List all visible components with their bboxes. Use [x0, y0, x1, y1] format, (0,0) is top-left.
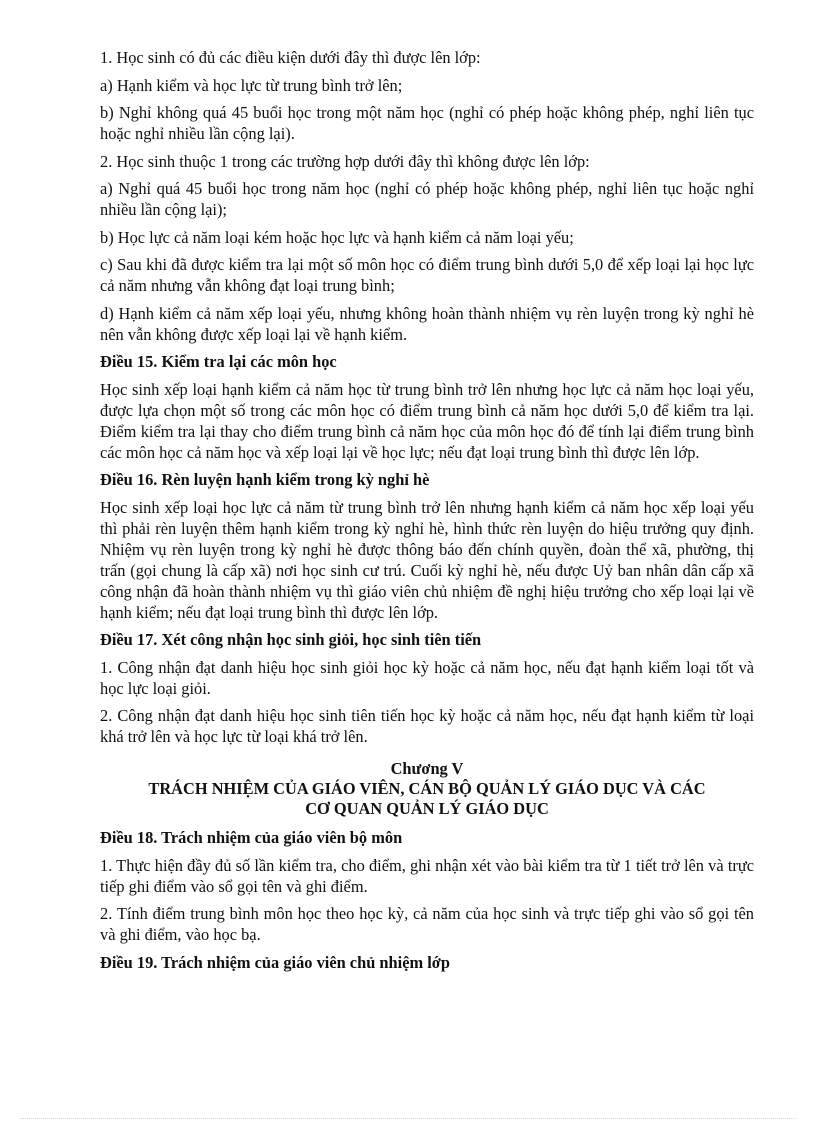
paragraph: 2. Học sinh thuộc 1 trong các trường hợp dưới đây thì không được lên lớp: [100, 151, 590, 171]
paragraph: a) Hạnh kiểm và học lực từ trung bình trở lên; [100, 75, 403, 95]
paragraph: 2. Tính điểm trung bình môn học theo học kỳ, cả năm của học sinh và trực tiếp ghi vào sổ gọi tên và ghi điểm, vào học bạ. [100, 904, 754, 944]
article-heading: Điều 19. Trách nhiệm của giáo viên chủ nhiệm lớp [100, 952, 450, 972]
paragraph: Học sinh xếp loại hạnh kiểm cả năm học từ trung bình trở lên nhưng học lực cả năm học loại yếu, được lựa chọn một số trong các môn học có điểm trung bình cả năm học dưới 5,0 để kiểm tra lại. Điểm kiểm tra lại thay cho điểm trung bình cả năm học của môn học đó để tính lại điểm trung bình các môn học cả năm học và xếp loại lại về học lực; nếu đạt loại trung bình thì được lên lớp. [100, 379, 754, 462]
paragraph: a) Nghỉ quá 45 buổi học trong năm học (nghỉ có phép hoặc không phép, nghỉ liên tục hoặc nghỉ nhiều lần cộng lại); [100, 179, 754, 219]
paragraph: 1. Công nhận đạt danh hiệu học sinh giỏi học kỳ hoặc cả năm học, nếu đạt hạnh kiểm loại tốt và học lực loại giỏi. [100, 657, 754, 698]
page-bottom-rule [20, 1118, 796, 1119]
chapter-number: Chương V [390, 759, 464, 778]
chapter-heading [100, 759, 754, 819]
paragraph: b) Học lực cả năm loại kém hoặc học lực và hạnh kiểm cả năm loại yếu; [100, 227, 574, 247]
article-heading: Điều 16. Rèn luyện hạnh kiểm trong kỳ nghỉ hè [100, 470, 430, 489]
paragraph: 2. Công nhận đạt danh hiệu học sinh tiên tiến học kỳ hoặc cả năm học, nếu đạt hạnh kiểm từ loại khá trở lên và học lực từ loại khá trở lên. [100, 706, 754, 746]
article-heading: Điều 15. Kiểm tra lại các môn học [100, 352, 337, 371]
paragraph: b) Nghỉ không quá 45 buổi học trong một năm học (nghỉ có phép hoặc không phép, nghỉ liên tục hoặc nghỉ nhiều lần cộng lại). [100, 103, 754, 143]
paragraph: Học sinh xếp loại học lực cả năm từ trung bình trở lên nhưng hạnh kiểm cả năm học xếp loại yếu thì phải rèn luyện thêm hạnh kiểm trong kỳ nghỉ hè, hình thức rèn luyện do hiệu trưởng quy định. Nhiệm vụ rèn luyện trong kỳ nghỉ hè được thông báo đến chính quyền, đoàn thể xã, phường, thị trấn (gọi chung là cấp xã) nơi học sinh cư trú. Cuối kỳ nghỉ hè, nếu được Uỷ ban nhân dân cấp xã công nhận đã hoàn thành nhiệm vụ thì giáo viên chủ nhiệm đề nghị hiệu trưởng cho xếp loại lại về hạnh kiểm; nếu đạt loại trung bình thì được lên lớp. [100, 497, 754, 622]
paragraph: c) Sau khi đã được kiểm tra lại một số môn học có điểm trung bình dưới 5,0 để xếp loại lại học lực cả năm nhưng vẫn không đạt loại trung bình; [100, 255, 754, 295]
article-heading: Điều 17. Xét công nhận học sinh giỏi, học sinh tiên tiến [100, 630, 482, 649]
paragraph: 1. Học sinh có đủ các điều kiện dưới đây thì được lên lớp: [100, 48, 481, 67]
chapter-title-line: TRÁCH NHIỆM CỦA GIÁO VIÊN, CÁN BỘ QUẢN LÝ GIÁO DỤC VÀ CÁC [148, 779, 706, 798]
article-heading: Điều 18. Trách nhiệm của giáo viên bộ môn [100, 828, 403, 847]
chapter-title-line: CƠ QUAN QUẢN LÝ GIÁO DỤC [305, 799, 549, 818]
paragraph: d) Hạnh kiểm cả năm xếp loại yếu, nhưng không hoàn thành nhiệm vụ rèn luyện trong kỳ nghỉ hè nên vẫn không được xếp loại lại về hạnh kiểm. [100, 303, 754, 344]
paragraph: 1. Thực hiện đầy đủ số lần kiểm tra, cho điểm, ghi nhận xét vào bài kiểm tra từ 1 tiết trở lên và trực tiếp ghi điểm vào sổ gọi tên và ghi điểm. [100, 855, 754, 896]
document-page [100, 47, 754, 979]
